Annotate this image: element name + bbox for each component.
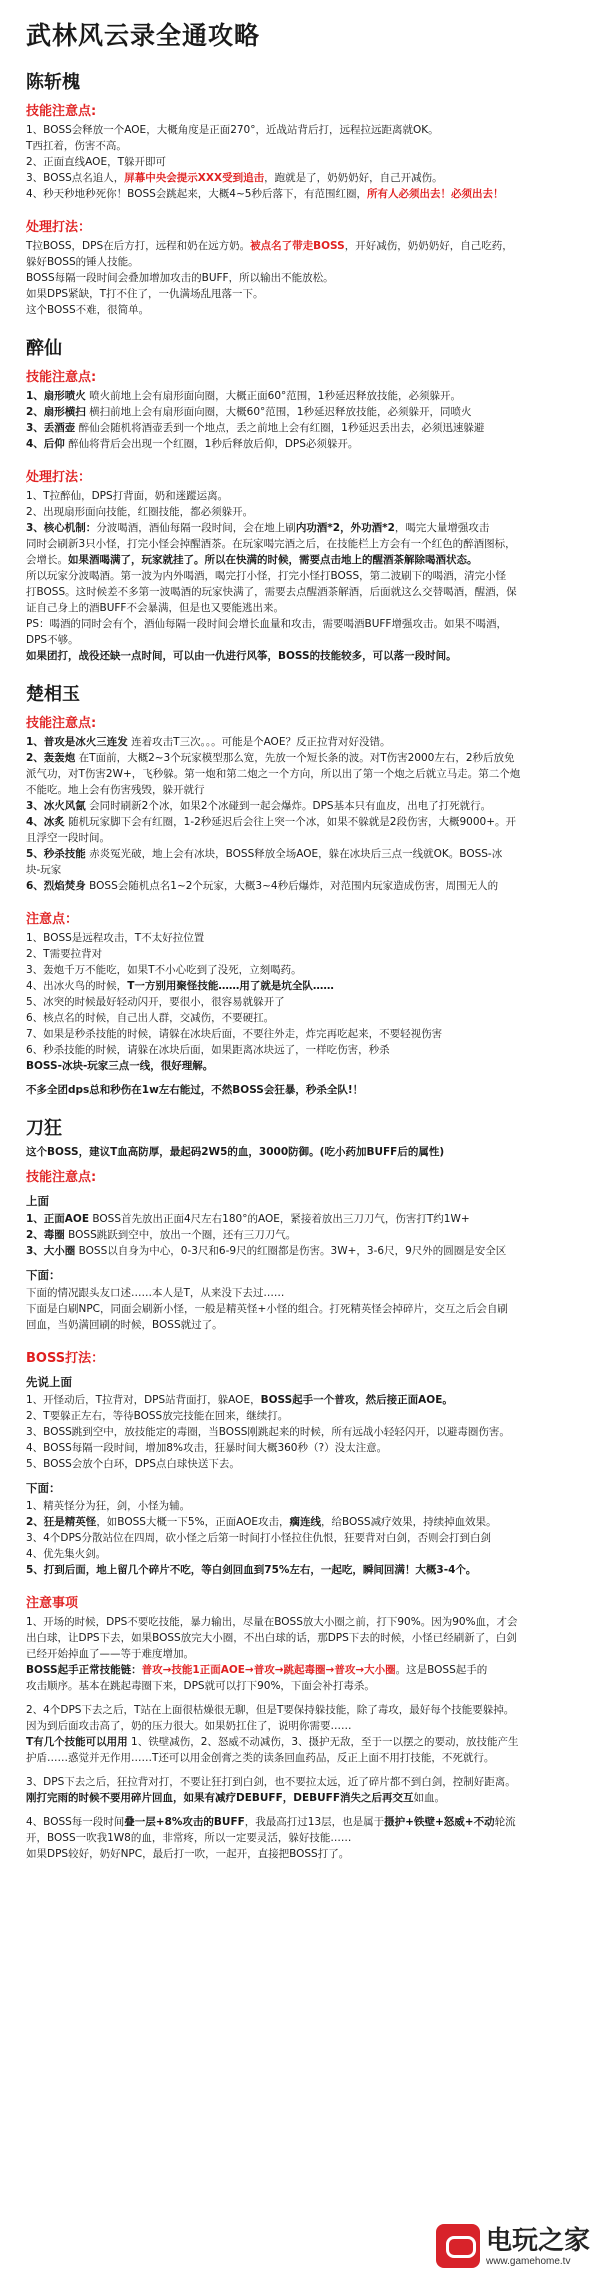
boss-name-daokuang: 刀狂 <box>26 1118 62 1139</box>
sub-heading: 上面 <box>26 1194 49 1208</box>
skill-name: 4、后仰 <box>26 438 65 450</box>
text-line <box>26 1514 574 1530</box>
text-line <box>26 1392 574 1408</box>
text-line: 1、开场的时候，DPS不要吃技能，暴力输出，尽量在BOSS放大小圈之前，打下90%。因为90%血，才会 <box>26 1616 518 1628</box>
text-span: BOSS会随机点名1~2个玩家，大概3~4秒后爆炸，对范围内玩家造成伤害，周围无人的 <box>85 880 499 892</box>
text-line <box>26 750 574 766</box>
text-line: 护盾……惑觉并无作用……T还可以用金创膏之类的读条回血药品，反正上面不用打技能，不死就行。 <box>26 1752 495 1764</box>
text-line: 2、T需要拉背对 <box>26 948 103 960</box>
text-span: ，喝完大量增强攻击 <box>394 522 490 534</box>
watermark-name: 电玩之家 <box>485 2225 590 2256</box>
text-line <box>26 388 574 404</box>
text-span: ，我最高打过13层，也是属于 <box>244 1816 385 1828</box>
watermark-text <box>486 2226 590 2267</box>
text-line <box>26 734 574 750</box>
text-span: 醉仙会随机将酒壶丢到一个地点，丢之前地上会有红圈，1秒延迟丢出去，必须迅速躲避 <box>75 422 485 434</box>
skill-name: 6、烈焰焚身 <box>26 880 86 892</box>
text-span: 会增长。 <box>26 554 68 566</box>
text-line: 3、DPS下去之后，狂拉背对打，不要让狂打到白剑，也不要拉太远，近了碎片都不到白剑，控制好距离。 <box>26 1776 516 1788</box>
skill-name: 3、大小圈 <box>26 1245 76 1257</box>
sub-heading: 先说上面 <box>26 1375 72 1389</box>
text-span: 4、出冰火鸟的时候， <box>26 980 128 992</box>
text-line: 3、轰炮千万不能吃，如果T不小心吃到了没死，立刻喝药。 <box>26 964 302 976</box>
text-line: 且浮空一段时间。 <box>26 832 110 844</box>
text-line <box>26 1814 574 1830</box>
text-line <box>26 186 574 202</box>
text-line <box>26 798 574 814</box>
text-line <box>26 878 574 894</box>
sub-heading: 下面： <box>26 1481 61 1495</box>
text-span: 醉仙将背后会出现一个红圈，1秒后释放后仰，DPS必须躲开。 <box>64 438 359 450</box>
text-line: 不能吃。地上会有伤害残毁，躲开就行 <box>26 784 205 796</box>
text-line: 打BOSS。这时候差不多第一波喝酒的玩家快满了，需要去点醒酒茶解酒，后面就这么交替喝酒，醒酒，保 <box>26 586 517 598</box>
text-line: 这个BOSS不难，很简单。 <box>26 304 150 316</box>
skill-heading: 技能注意点: <box>26 104 97 119</box>
text-span: BOSS起手正常技能链： <box>26 1664 142 1676</box>
text-line: 如果团打，战役还缺一点时间，可以由一仇进行风筝，BOSS的技能较多，可以落一段时间。 <box>26 650 457 662</box>
highlight-text: 被点名了带走BOSS <box>250 240 345 252</box>
skill-name: 3、核心机制： <box>26 522 97 534</box>
text-line: 3、BOSS跳到空中，放技能定的毒圈，当BOSS刚跳起来的时候，所有远战小轻轻闪开，以避毒圈伤害。 <box>26 1426 510 1438</box>
text-line: 6、秒杀技能的时候，请躲在冰块后面，如果距离冰块远了，一样吃伤害，秒杀 <box>26 1044 390 1056</box>
text-line <box>26 420 574 436</box>
text-line: 4、优先集火剑。 <box>26 1548 107 1560</box>
text-line: 因为到后面攻击高了，奶的压力很大。如果奶扛住了，说明你需要…… <box>26 1720 352 1732</box>
text-span: 内功酒*2，外功酒*2 <box>295 522 395 534</box>
text-span: 如血。 <box>413 1792 446 1804</box>
text-line <box>26 436 574 452</box>
skill-name: 5、秒杀技能 <box>26 848 86 860</box>
text-span: 摄护+铁壁+怒威+不动 <box>384 1816 495 1828</box>
text-line: 1、T拉醉仙，DPS打背面，奶和迷蹤运离。 <box>26 490 229 502</box>
text-line: 所以玩家分波喝酒。第一波为内外喝酒，喝完打小怪，打完小怪打BOSS，第二波刷下的喝酒，清完小怪 <box>26 570 507 582</box>
tactics-heading: 处理打法： <box>26 470 92 485</box>
text-span: ，跑就是了，奶奶奶好，自己开减伤。 <box>264 172 443 184</box>
text-line: 已经开始掉血了——等于难度增加。 <box>26 1648 194 1660</box>
text-line: 5、冰突的时候最好轻动闪开，要很小，很容易就躲开了 <box>26 996 285 1008</box>
text-line: 1、BOSS会释放一个AOE，大概角度是正面270°，近战站背后打，远程拉远距离就OK。 <box>26 124 439 136</box>
text-line <box>26 1662 574 1678</box>
text-span: T一方别用聚怪技能……用了就是坑全队…… <box>127 980 334 992</box>
skill-name: 1、扇形喷火 <box>26 390 86 402</box>
text-line: 派气功，对T伤害2W+，飞秒躲。第一炮和第二炮之一个方向，所以出了第一个炮之后就立马走。第二个炮 <box>26 768 521 780</box>
text-line: 攻击顺序。基本在跳起毒圈下来，DPS就可以打下90%，下面会补打毒杀。 <box>26 1680 375 1692</box>
skill-heading: 技能注意点: <box>26 370 97 385</box>
text-span: 轮流 <box>494 1816 516 1828</box>
skill-heading: 技能注意点: <box>26 1170 97 1185</box>
text-line: 6、核点名的时候，自己出人群，交减伤，不要硬扛。 <box>26 1012 275 1024</box>
text-line: 如果DPS紧缺，T打不住了，一仇满场乱甩落一下。 <box>26 288 264 300</box>
text-span: T拉BOSS，DPS在后方打，远程和奶在远方奶。 <box>26 240 251 252</box>
text-line <box>26 1211 574 1227</box>
skill-name: 2、轰轰炮 <box>26 752 76 764</box>
caution-heading: 注意事项 <box>26 1596 79 1611</box>
text-line: 3、4个DPS分散站位在四周，砍小怪之后第一时间打小怪拉住仇恨，狂要背对白剑，否则会打到白剑 <box>26 1532 491 1544</box>
text-line: 不多全团dps总和秒伤在1w左右能过，不然BOSS会狂暴，秒杀全队!！ <box>26 1084 364 1096</box>
skill-name: 3、冰火风氤 <box>26 800 86 812</box>
text-line: 1、精英怪分为狂，剑，小怪为辅。 <box>26 1500 191 1512</box>
text-span: 瘸连线 <box>289 1516 321 1528</box>
notes-heading: 注意点： <box>26 912 79 927</box>
text-span: 4、BOSS每一段时间 <box>26 1816 125 1828</box>
text-line: BOSS-冰块-玩家三点一线，很好理解。 <box>26 1060 214 1072</box>
text-line <box>26 170 574 186</box>
text-line <box>26 1790 574 1806</box>
boss-name-chenzhanhuai: 陈斩槐 <box>26 72 80 93</box>
skill-name: 1、普攻是冰火三连发 <box>26 736 128 748</box>
text-line <box>26 1243 574 1259</box>
text-line: 这个BOSS，建议T血高防厚，最起码2W5的血，3000防御。(吃小药加BUFF后的属性) <box>26 1146 445 1158</box>
text-span: ，如BOSS大概一下5%，正面AOE攻击， <box>96 1516 290 1528</box>
text-span: 分波喝酒，酒仙每隔一段时间，会在地上刷 <box>96 522 296 534</box>
text-line: 5、BOSS会放个白环，DPS点白球快送下去。 <box>26 1458 240 1470</box>
text-line: 如果DPS较好，奶好NPC，最后打一吹，一起开，直接把BOSS打了。 <box>26 1848 350 1860</box>
text-span: T有几个技能可以用用 <box>26 1736 128 1748</box>
text-span: 在T面前，大概2~3个玩家模型那么宽，先放一个短长条的波。对T伤害2000左右，2秒后放免 <box>75 752 515 764</box>
text-span: BOSS以自身为中心，0-3尺和6-9尺的红圈都是伤害。3W+，3-6尺，9尺外的圆圈是安全区 <box>75 1245 507 1257</box>
text-span: BOSS首先放出正面4尺左右180°的AOE，紧接着放出三刀刀气，伤害打T约1W+ <box>89 1213 470 1225</box>
text-span: 连着攻击T三次。。。可能是个AOE？反正拉背对好没错。 <box>127 736 391 748</box>
text-span: 叠一层+8%攻击的BUFF <box>124 1816 245 1828</box>
highlight-text: 普攻→技能1正面AOE→普攻→跳起毒圈→普攻→大小圈 <box>141 1664 396 1676</box>
text-line: DPS不够。 <box>26 634 79 646</box>
text-span: BOSS跳跃到空中，放出一个圈，还有三刀刀气。 <box>64 1229 297 1241</box>
text-line <box>26 404 574 420</box>
boss-name-chuxiangyu: 楚相玉 <box>26 684 80 705</box>
watermark-url: www.gamehome.tv <box>485 2255 571 2267</box>
text-line <box>26 238 574 254</box>
text-line: 块-玩家 <box>26 864 62 876</box>
skill-name: 2、狂是精英怪 <box>26 1516 97 1528</box>
text-line: 开，BOSS一吹我1W8的血，非常疼，所以一定要灵活，躲好技能…… <box>26 1832 352 1844</box>
boss-name-zuixian: 醉仙 <box>26 338 62 359</box>
text-line: 7、如果是秒杀技能的时候，请躲在冰块后面，不要往外走，炸完再吃起来，不要轻视伤害 <box>26 1028 443 1040</box>
text-line: BOSS每隔一段时间会叠加增加攻击的BUFF，所以输出不能放松。 <box>26 272 334 284</box>
text-line: 躲好BOSS的锤人技能。 <box>26 256 139 268</box>
text-line: 2、出现扇形面向技能，红圈技能，都必须躲开。 <box>26 506 254 518</box>
text-span: 如果酒喝满了，玩家就挂了。所以在快满的时候，需要点击地上的醒酒茶解除喝酒状态。 <box>68 554 478 566</box>
text-line: 1、BOSS是远程攻击，T不太好拉位置 <box>26 932 205 944</box>
text-span: 4、秒天秒地秒死你！BOSS会跳起来，大概4~5秒后落下，有范围红圈， <box>26 188 367 200</box>
skill-name: 1、正面AOE <box>26 1213 90 1225</box>
text-line: 回血，当奶满回刷的时候，BOSS就过了。 <box>26 1319 223 1331</box>
text-line: 2、正面直线AOE，T躲开即可 <box>26 156 166 168</box>
sub-heading: 下面： <box>26 1268 61 1282</box>
text-line: PS：喝酒的同时会有个，酒仙每隔一段时间会增长血量和攻击，需要喝酒BUFF增强攻击。如果不喝酒， <box>26 618 507 630</box>
page-title: 武林风云录全通攻略 <box>26 21 261 50</box>
text-span: 赤炎冤光破，地上会有冰块，BOSS释放全场AOE，躲在冰块后三点一线就OK。BOSS-冰 <box>85 848 503 860</box>
text-line: 证自己身上的酒BUFF不会暴满，但是也又要能逃出来。 <box>26 602 284 614</box>
text-span: 1、开怪动后，T拉背对，DPS站背面打，躲AOE， <box>26 1394 261 1406</box>
text-line: 4、BOSS每隔一段时间，增加8%攻击，狂暴时间大概360秒（?）没太注意。 <box>26 1442 388 1454</box>
skill-name: 2、毒圈 <box>26 1229 65 1241</box>
text-line: 同时会刷新3只小怪，打完小怪会掉醒酒茶。在玩家喝完酒之后，在技能栏上方会有一个红色的醉酒图标， <box>26 538 516 550</box>
skill-name: 3、丢酒壶 <box>26 422 76 434</box>
tactics-heading: 处理打法： <box>26 220 92 235</box>
text-line <box>26 1734 574 1750</box>
text-span: 会同时刷新2个冰，如果2个冰碰到一起会爆炸。DPS基本只有血皮，出电了打死就行。 <box>85 800 492 812</box>
text-line: 出白球，让DPS下去，如果BOSS放完大小圈，不出白球的话，那DPS下去的时候，小怪已经刷新了，白剑 <box>26 1632 517 1644</box>
text-span: 。这是BOSS起手的 <box>395 1664 488 1676</box>
skill-name: 4、冰炙 <box>26 816 65 828</box>
site-watermark <box>436 2224 590 2268</box>
text-line: 2、T要躲正左右，等待BOSS放完技能在回来，继续打。 <box>26 1410 289 1422</box>
text-line <box>26 814 574 830</box>
text-span: ，开好减伤，奶奶奶好，自己吃药， <box>344 240 513 252</box>
text-line: 下面是白刷NPC，同面会刷新小怪，一般是精英怪+小怪的组合。打死精英怪会掉碎片，交互之后会自刷 <box>26 1303 508 1315</box>
text-span: ，给BOSS减疗效果，持续掉血效果。 <box>320 1516 497 1528</box>
text-line <box>26 978 574 994</box>
text-line: 2、4个DPS下去之后，T站在上面很枯燥很无聊，但是T要保持躲技能，除了毒攻，最好每个技能要躲掉。 <box>26 1704 515 1716</box>
text-span: 喷火前地上会有扇形面向圈，大概正面60°范围，1秒延迟释放技能，必须躲开。 <box>85 390 461 402</box>
gamehome-logo-icon <box>436 2224 480 2268</box>
text-line <box>26 552 574 568</box>
highlight-text: 所有人必须出去！必须出去！ <box>366 188 504 200</box>
text-span: BOSS起手一个普攻，然后接正面AOE。 <box>260 1394 453 1406</box>
tactics-heading: BOSS打法： <box>26 1351 105 1366</box>
text-span: 随机玩家脚下会有红圈，1-2秒延迟后会往上突一个冰，如果不躲就是2段伤害，大概9000+。开 <box>64 816 516 828</box>
highlight-text: 屏幕中央会提示XXX受到追击 <box>124 172 265 184</box>
text-span: 横扫前地上会有扇形面向圈，大概60°范围，1秒延迟释放技能，必须躲开，同喷火 <box>85 406 472 418</box>
text-line: T西扛着，伤害不高。 <box>26 140 127 152</box>
text-line <box>26 846 574 862</box>
text-line: 5、打到后面，地上留几个碎片不吃，等白剑回血到75%左右，一起吃，瞬间回满！大概3-4个。 <box>26 1564 477 1576</box>
skill-heading: 技能注意点: <box>26 716 97 731</box>
text-line: 下面的情况跟头友口述……本人是T，从来没下去过…… <box>26 1287 285 1299</box>
text-span: 3、BOSS点名追人， <box>26 172 125 184</box>
text-line <box>26 1227 574 1243</box>
text-span: 1、铁壁减伤，2、怒威不动减伤，3、摄护无敌，至于一以摆之的要动，放技能产生 <box>127 1736 519 1748</box>
text-line <box>26 520 574 536</box>
skill-name: 2、扇形横扫 <box>26 406 86 418</box>
text-span: 刚打完雨的时候不要用碎片回血，如果有减疗DEBUFF，DEBUFF消失之后再交互 <box>26 1792 414 1804</box>
